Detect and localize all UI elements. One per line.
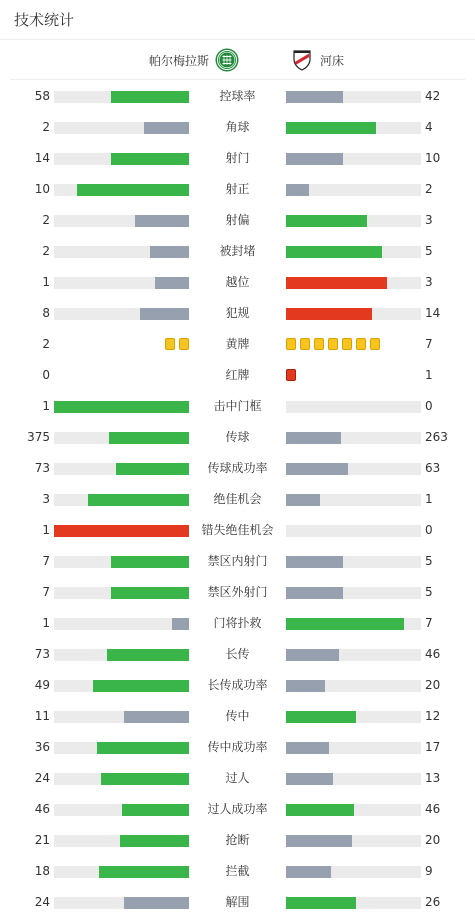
- away-stat-bar-fill: [286, 773, 333, 785]
- home-stat-value: 7: [42, 585, 50, 599]
- stat-row: [0, 112, 475, 143]
- home-stat-bar: [54, 649, 189, 661]
- away-stat-bar: [286, 835, 421, 847]
- home-stat-value: 1: [42, 523, 50, 537]
- home-stat-value: 73: [34, 461, 50, 475]
- away-team[interactable]: [290, 40, 344, 80]
- away-stat-value: 4: [425, 120, 433, 134]
- home-stat-bar: [54, 494, 189, 506]
- away-stat-value: 12: [425, 709, 441, 723]
- stat-label: 拦截: [225, 864, 250, 878]
- home-stat-value: 1: [42, 616, 50, 630]
- stat-row: [0, 701, 475, 732]
- away-stat-bar-fill: [286, 432, 341, 444]
- away-stat-bar-fill: [286, 804, 354, 816]
- home-stat-bar: [54, 773, 189, 785]
- stat-row: [0, 174, 475, 205]
- away-stat-value: 0: [425, 523, 433, 537]
- home-stat-bar: [54, 432, 189, 444]
- away-stat-value: 1: [425, 492, 433, 506]
- away-stat-bar: [286, 401, 421, 413]
- stat-row: [0, 391, 475, 422]
- stat-label: 禁区外射门: [207, 585, 268, 599]
- away-stat-bar-fill: [286, 277, 387, 289]
- home-stat-value: 21: [34, 833, 50, 847]
- home-stat-bar-fill: [111, 153, 189, 165]
- away-stat-value: 46: [425, 802, 441, 816]
- away-stat-bar-fill: [286, 587, 343, 599]
- away-stat-value: 263: [425, 430, 448, 444]
- away-stat-bar: [286, 711, 421, 723]
- away-stat-value: 14: [425, 306, 441, 320]
- palmeiras-logo-icon: [215, 48, 239, 72]
- home-stat-bar-fill: [93, 680, 189, 692]
- red-card-icon: [286, 369, 296, 381]
- home-stat-bar: [54, 866, 189, 878]
- stat-row: [0, 236, 475, 267]
- page-header: [0, 0, 475, 40]
- away-stat-bar-fill: [286, 122, 376, 134]
- stat-label: 过人成功率: [207, 802, 268, 816]
- stat-label: 被封堵: [219, 244, 256, 258]
- stat-label: 击中门框: [213, 399, 262, 413]
- stat-row: [0, 732, 475, 763]
- home-stat-bar-fill: [54, 401, 189, 413]
- home-stat-bar-fill: [77, 184, 189, 196]
- stat-label: 射门: [225, 151, 250, 165]
- away-stat-bar: [286, 897, 421, 909]
- away-stat-value: 42: [425, 89, 441, 103]
- away-stat-value: 9: [425, 864, 433, 878]
- stat-row: [0, 143, 475, 174]
- away-stat-bar: [286, 432, 421, 444]
- away-stat-value: 5: [425, 244, 433, 258]
- stat-row: [0, 267, 475, 298]
- away-stat-bar-fill: [286, 835, 352, 847]
- home-stat-bar: [54, 184, 189, 196]
- away-stat-bar-fill: [286, 494, 320, 506]
- home-stat-value: 1: [42, 399, 50, 413]
- away-stat-bar: [286, 556, 421, 568]
- home-stat-bar-fill: [122, 804, 190, 816]
- home-stat-bar-fill: [111, 91, 189, 103]
- home-stat-bar-fill: [111, 587, 189, 599]
- away-stat-bar-fill: [286, 463, 348, 475]
- away-stat-bar: [286, 742, 421, 754]
- stat-label: 传中成功率: [207, 740, 268, 754]
- away-stat-bar-fill: [286, 618, 404, 630]
- away-stat-bar: [286, 153, 421, 165]
- home-stat-bar: [54, 277, 189, 289]
- home-stat-bar: [54, 91, 189, 103]
- stat-label: 犯规: [225, 306, 250, 320]
- home-stat-bar-fill: [109, 432, 189, 444]
- home-stat-bar-fill: [155, 277, 189, 289]
- away-stat-value: 0: [425, 399, 433, 413]
- home-stat-value: 2: [42, 337, 50, 351]
- away-stat-value: 3: [425, 213, 433, 227]
- home-stat-bar: [54, 804, 189, 816]
- stat-label: 黄牌: [225, 337, 250, 351]
- away-stat-bar-fill: [286, 711, 356, 723]
- yellow-card-icon: [328, 338, 338, 350]
- home-stat-value: 46: [34, 802, 50, 816]
- stat-row: [0, 453, 475, 484]
- stat-row: [0, 298, 475, 329]
- away-cards: [286, 338, 380, 352]
- stat-label: 解围: [225, 895, 250, 909]
- away-stat-bar-fill: [286, 153, 343, 165]
- stat-label: 抢断: [225, 833, 250, 847]
- away-stat-value: 13: [425, 771, 441, 785]
- home-stat-bar-fill: [97, 742, 189, 754]
- home-stat-bar: [54, 215, 189, 227]
- stat-row: [0, 360, 475, 391]
- yellow-card-icon: [300, 338, 310, 350]
- stat-label: 错失绝佳机会: [201, 523, 274, 537]
- yellow-card-icon: [286, 338, 296, 350]
- stat-row: [0, 546, 475, 577]
- home-stat-bar-fill: [99, 866, 189, 878]
- away-stat-bar: [286, 91, 421, 103]
- home-stat-bar-fill: [54, 525, 189, 537]
- stat-label: 传球成功率: [207, 461, 268, 475]
- home-team[interactable]: [149, 40, 239, 80]
- yellow-card-icon: [370, 338, 380, 350]
- home-stat-value: 375: [27, 430, 50, 444]
- stat-label: 角球: [225, 120, 250, 134]
- home-team-name: 帕尔梅拉斯: [148, 53, 209, 68]
- away-team-name: 河床: [320, 53, 345, 68]
- away-stat-bar: [286, 804, 421, 816]
- home-stat-bar: [54, 742, 189, 754]
- home-stat-value: 49: [34, 678, 50, 692]
- home-stat-bar-fill: [124, 711, 189, 723]
- away-stat-value: 3: [425, 275, 433, 289]
- away-stat-value: 20: [425, 833, 441, 847]
- home-cards: [165, 338, 189, 352]
- stat-row: [0, 608, 475, 639]
- home-stat-value: 2: [42, 244, 50, 258]
- home-stat-value: 24: [34, 895, 50, 909]
- home-stat-bar: [54, 618, 189, 630]
- stat-label: 禁区内射门: [207, 554, 268, 568]
- stat-label: 过人: [225, 771, 250, 785]
- home-stat-value: 36: [34, 740, 50, 754]
- away-stat-bar: [286, 215, 421, 227]
- stat-label: 越位: [225, 275, 250, 289]
- yellow-card-icon: [165, 338, 175, 350]
- home-stat-value: 10: [34, 182, 50, 196]
- stat-row: [0, 794, 475, 825]
- stat-label: 长传: [225, 647, 250, 661]
- home-stat-bar-fill: [150, 246, 189, 258]
- away-stat-bar: [286, 494, 421, 506]
- home-stat-value: 3: [42, 492, 50, 506]
- away-stat-bar-fill: [286, 897, 356, 909]
- away-stat-bar: [286, 246, 421, 258]
- away-stat-value: 63: [425, 461, 441, 475]
- home-stat-value: 73: [34, 647, 50, 661]
- stat-row: [0, 81, 475, 112]
- away-stat-value: 7: [425, 616, 433, 630]
- home-stat-value: 18: [34, 864, 50, 878]
- home-stat-value: 2: [42, 213, 50, 227]
- stat-label: 控球率: [219, 89, 256, 103]
- stat-label: 红牌: [225, 368, 250, 382]
- away-stat-bar: [286, 463, 421, 475]
- away-stat-bar: [286, 308, 421, 320]
- away-stat-value: 5: [425, 554, 433, 568]
- home-stat-bar-fill: [88, 494, 189, 506]
- away-stat-value: 2: [425, 182, 433, 196]
- home-stat-bar: [54, 556, 189, 568]
- home-stat-bar: [54, 463, 189, 475]
- away-stat-bar-fill: [286, 184, 309, 196]
- away-stat-bar: [286, 649, 421, 661]
- home-stat-value: 24: [34, 771, 50, 785]
- stat-row: [0, 577, 475, 608]
- away-stat-bar: [286, 618, 421, 630]
- teams-header: [10, 40, 465, 80]
- away-stat-value: 5: [425, 585, 433, 599]
- home-stat-bar-fill: [111, 556, 189, 568]
- away-stat-bar-fill: [286, 556, 343, 568]
- stat-row: [0, 825, 475, 856]
- home-stat-bar: [54, 897, 189, 909]
- away-stat-value: 26: [425, 895, 441, 909]
- away-stat-bar-fill: [286, 680, 325, 692]
- away-stat-bar-fill: [286, 866, 331, 878]
- stat-row: [0, 329, 475, 360]
- stat-row: [0, 422, 475, 453]
- home-stat-bar-fill: [172, 618, 189, 630]
- stat-label: 绝佳机会: [213, 492, 262, 506]
- home-stat-value: 58: [34, 89, 50, 103]
- home-stat-value: 7: [42, 554, 50, 568]
- away-stat-bar-fill: [286, 742, 329, 754]
- away-stat-value: 17: [425, 740, 441, 754]
- away-stat-value: 10: [425, 151, 441, 165]
- away-stat-bar: [286, 587, 421, 599]
- stat-label: 射正: [225, 182, 250, 196]
- stat-label: 传中: [225, 709, 250, 723]
- away-stat-value: 46: [425, 647, 441, 661]
- home-stat-bar: [54, 835, 189, 847]
- river-plate-logo-icon: [290, 48, 314, 72]
- yellow-card-icon: [179, 338, 189, 350]
- away-stat-bar: [286, 525, 421, 537]
- stat-row: [0, 670, 475, 701]
- home-stat-value: 11: [34, 709, 50, 723]
- yellow-card-icon: [342, 338, 352, 350]
- stat-row: [0, 205, 475, 236]
- home-stat-value: 14: [34, 151, 50, 165]
- home-stat-bar-fill: [140, 308, 189, 320]
- home-stat-bar: [54, 525, 189, 537]
- stat-label: 长传成功率: [207, 678, 268, 692]
- stat-row: [0, 763, 475, 794]
- away-cards: [286, 369, 296, 383]
- yellow-card-icon: [356, 338, 366, 350]
- home-stat-value: 2: [42, 120, 50, 134]
- home-stat-value: 8: [42, 306, 50, 320]
- stat-row: [0, 484, 475, 515]
- away-stat-bar: [286, 184, 421, 196]
- away-stat-bar-fill: [286, 246, 382, 258]
- stat-row: [0, 515, 475, 546]
- home-stat-bar-fill: [144, 122, 189, 134]
- home-stat-bar: [54, 308, 189, 320]
- away-stat-value: 20: [425, 678, 441, 692]
- home-stat-bar-fill: [101, 773, 189, 785]
- stat-row: [0, 856, 475, 887]
- away-stat-bar-fill: [286, 215, 367, 227]
- away-stat-bar: [286, 773, 421, 785]
- away-stat-bar-fill: [286, 649, 339, 661]
- home-stat-value: 0: [42, 368, 50, 382]
- home-stat-bar: [54, 401, 189, 413]
- home-stat-bar-fill: [116, 463, 189, 475]
- away-stat-bar: [286, 122, 421, 134]
- home-stat-bar: [54, 711, 189, 723]
- home-stat-bar-fill: [120, 835, 189, 847]
- home-stat-bar-fill: [107, 649, 189, 661]
- away-stat-value: 7: [425, 337, 433, 351]
- stat-row: [0, 887, 475, 918]
- home-stat-bar: [54, 153, 189, 165]
- away-stat-bar-fill: [286, 91, 343, 103]
- home-stat-value: 1: [42, 275, 50, 289]
- stat-row: [0, 639, 475, 670]
- yellow-card-icon: [314, 338, 324, 350]
- home-stat-bar-fill: [124, 897, 189, 909]
- away-stat-bar: [286, 680, 421, 692]
- home-stat-bar-fill: [135, 215, 189, 227]
- home-stat-bar: [54, 246, 189, 258]
- away-stat-bar: [286, 277, 421, 289]
- home-stat-bar: [54, 587, 189, 599]
- away-stat-bar-fill: [286, 308, 372, 320]
- stat-label: 传球: [225, 430, 250, 444]
- away-stat-bar: [286, 866, 421, 878]
- away-stat-value: 1: [425, 368, 433, 382]
- stat-label: 门将扑救: [213, 616, 262, 630]
- page-title: 技术统计: [14, 11, 75, 29]
- stat-label: 射偏: [225, 213, 250, 227]
- stats-list: [0, 81, 475, 918]
- home-stat-bar: [54, 122, 189, 134]
- home-stat-bar: [54, 680, 189, 692]
